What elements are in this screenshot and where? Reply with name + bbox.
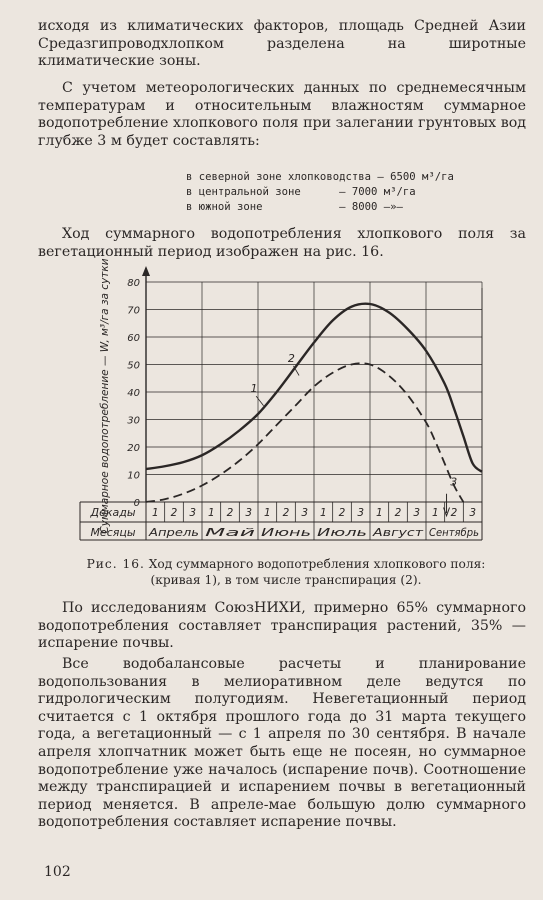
y-tick-label: 10 <box>127 470 140 482</box>
y-tick-label: 80 <box>127 278 140 289</box>
y-tick-label: 70 <box>127 305 140 317</box>
y-tick-label: 30 <box>127 415 140 427</box>
decade-label: 2 <box>226 507 234 519</box>
zone-north: в северной зоне хлопководства — 6500 м³/га <box>186 171 454 183</box>
y-tick-label: 60 <box>127 333 140 344</box>
paragraph-figure-ref: Ход суммарного водопотребления хлопкового поля за вегетационный период изображен на рис. 16. <box>38 226 526 260</box>
caption-line-2: (кривая 1), в том числе транспирация (2). <box>150 573 422 587</box>
decade-label: 1 <box>319 507 327 519</box>
decade-label: 2 <box>282 507 290 519</box>
decade-label: 2 <box>170 507 178 519</box>
month-label: Июнь <box>261 527 311 539</box>
decade-label: 3 <box>245 507 253 519</box>
y-axis-label: Суммарное водопотребление — W, м³/га за сутки <box>99 258 111 534</box>
paragraph-water-balance: Все водобалансовые расчеты и планирование водопользования в мелиоративном деле ведутся по гидрологическим полугодиям. Невегетационный период считается с 1 октября прошлого года до 31 марта текущего года, а вегетационный — с 1 апреля по 30 сентября. В начале апреля хлопчатник может быть еще не посеян, но суммарное водопотребление уже началось (испарение почв). Соотношение между транспирацией и испарением почвы в вегетационный период меняется. В апреле-мае большую долю суммарного водопотребления составляет испарение почвы. <box>38 656 526 831</box>
month-label: Апрель <box>147 527 199 539</box>
decade-label: 1 <box>431 507 439 519</box>
y-tick-label: 0 <box>133 498 140 509</box>
paragraph-transpiration: По исследованиям СоюзНИХИ, примерно 65% суммарного водопотребления составляет транспирация растений, 35% — испарение почвы. <box>38 600 526 652</box>
series-curve-2 <box>146 363 463 502</box>
decade-label: 2 <box>394 507 402 519</box>
caption-label: Рис. 16. <box>86 557 145 571</box>
caption-line-1 <box>66 556 506 572</box>
water-consumption-chart <box>0 258 543 558</box>
paragraph-meteo: С учетом метеорологических данных по среднемесячным температурам и относительным влажностям суммарное водопотребление хлопкового поля при залегании грунтовых вод глубже 3 м будет составлять: <box>38 80 526 149</box>
decade-label: 3 <box>469 507 477 519</box>
figure-caption <box>66 556 506 588</box>
decade-label: 2 <box>338 507 346 519</box>
y-tick-label: 50 <box>127 360 140 372</box>
curve-label-1: 1 <box>250 382 258 395</box>
decade-label: 3 <box>413 507 421 519</box>
row-label-months: Месяцы <box>90 526 136 539</box>
decade-label: 3 <box>357 507 365 519</box>
month-label: Июль <box>317 527 367 539</box>
decade-label: 3 <box>301 507 309 519</box>
decade-label: 3 <box>189 507 197 519</box>
decade-label: 1 <box>151 507 159 519</box>
curve-label-1-leader <box>256 396 263 406</box>
y-tick-label: 20 <box>127 443 140 454</box>
curve-label-2: 2 <box>287 351 295 365</box>
paragraph-intro: исходя из климатических факторов, площадь Средней Азии Средазгипроводхлопком разделена на широтные климатические зоны. <box>38 18 526 70</box>
decade-label: 1 <box>207 507 215 519</box>
marker-label-3: 3 <box>450 475 458 489</box>
y-tick-label: 40 <box>127 388 140 399</box>
decade-label: 1 <box>263 507 271 519</box>
caption-text-1: Ход суммарного водопотребления хлопкового поля: <box>148 557 486 571</box>
zone-list <box>186 170 454 215</box>
zone-central: в центральной зоне — 7000 м³/га <box>186 186 416 198</box>
y-axis-arrow <box>142 266 150 276</box>
month-label: Август <box>371 527 425 539</box>
decade-label: 2 <box>450 507 458 519</box>
zone-south: в южной зоне — 8000 —»— <box>186 201 403 213</box>
page-number: 102 <box>44 864 71 880</box>
row-label-decades: Декады <box>90 506 136 519</box>
decade-label: 1 <box>375 507 383 519</box>
month-label: Май <box>205 527 256 539</box>
month-label: Сентябрь <box>429 527 479 539</box>
